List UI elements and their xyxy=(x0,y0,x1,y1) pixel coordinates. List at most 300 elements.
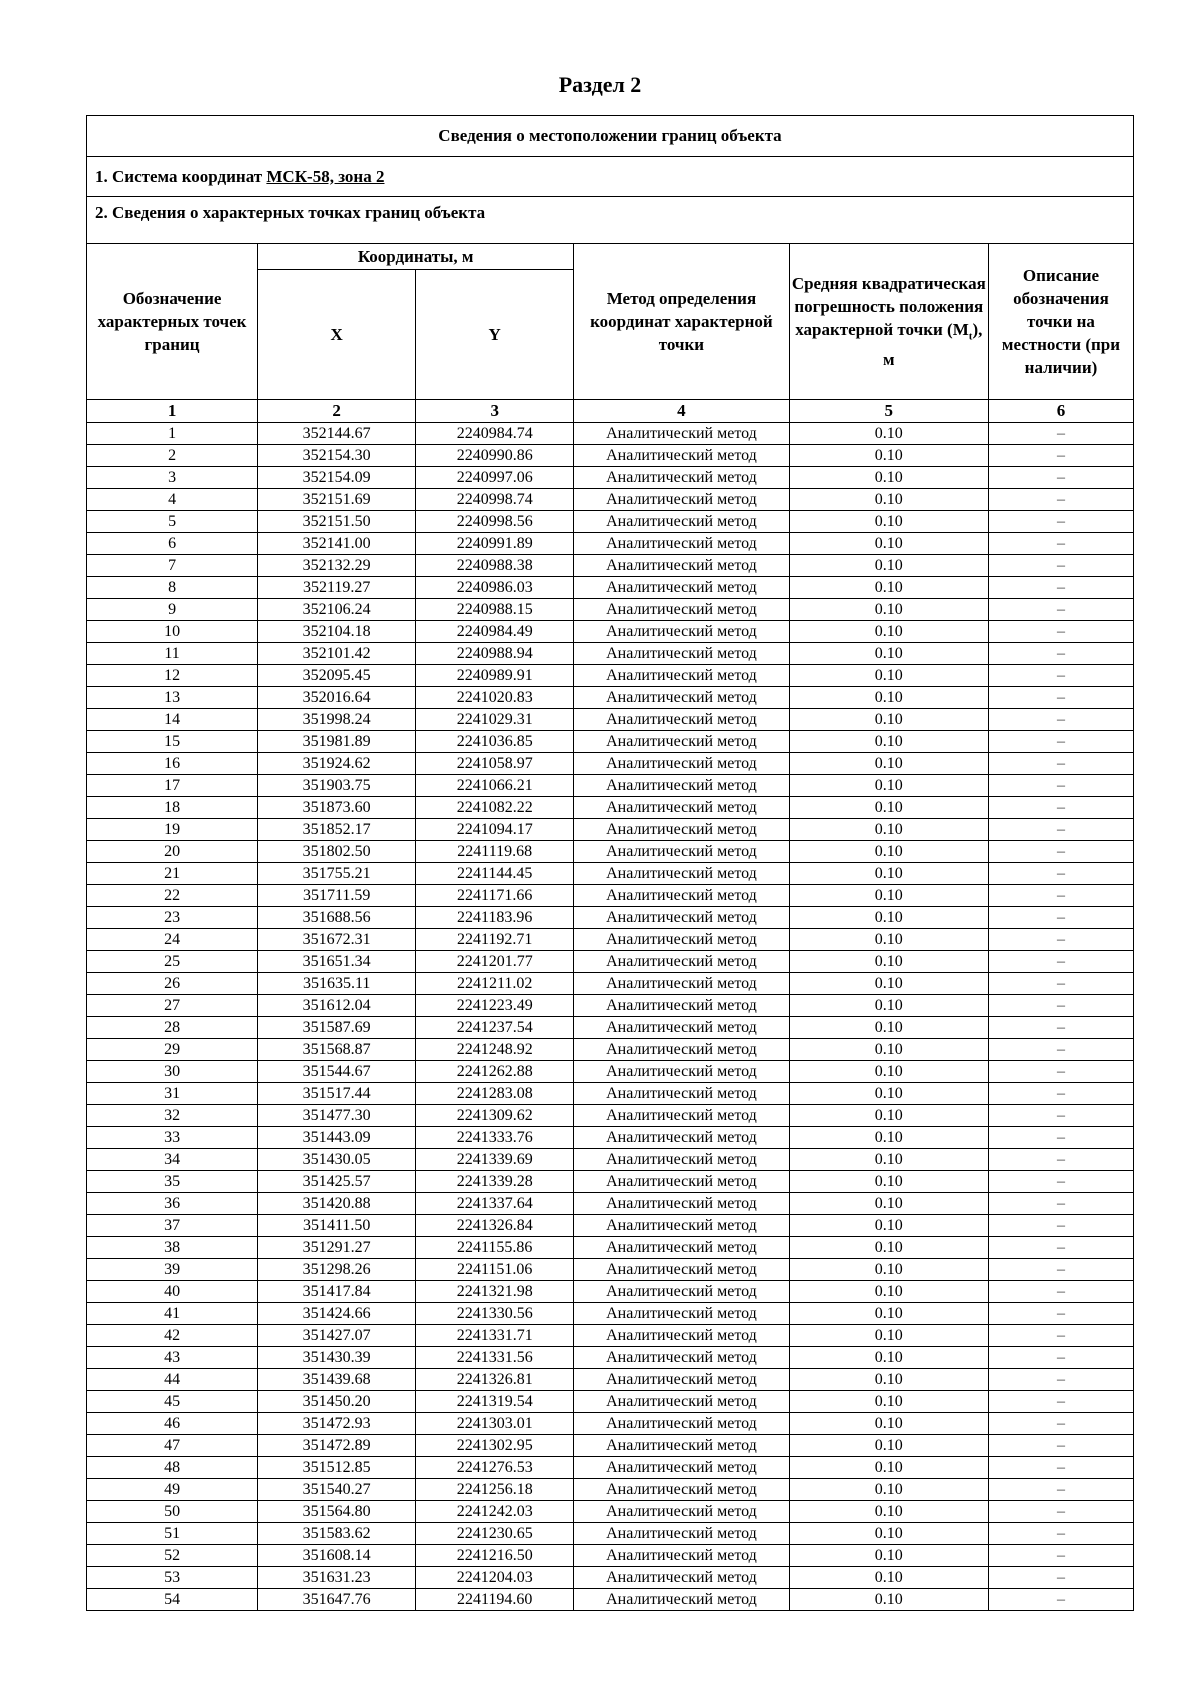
coord-y: 2241094.17 xyxy=(416,819,574,841)
error-value: 0.10 xyxy=(789,819,988,841)
coord-y: 2240998.74 xyxy=(416,489,574,511)
description: – xyxy=(988,467,1133,489)
table-row xyxy=(87,533,1134,555)
coord-y: 2241339.28 xyxy=(416,1171,574,1193)
table-row xyxy=(87,731,1134,753)
description: – xyxy=(988,1149,1133,1171)
header-error xyxy=(789,244,988,400)
table-row xyxy=(87,1523,1134,1545)
table-row xyxy=(87,687,1134,709)
header-y: Y xyxy=(416,270,574,400)
table-row xyxy=(87,1171,1134,1193)
coord-x: 352101.42 xyxy=(258,643,416,665)
coord-x: 351672.31 xyxy=(258,929,416,951)
coord-x: 351544.67 xyxy=(258,1061,416,1083)
table-row xyxy=(87,1039,1134,1061)
description: – xyxy=(988,1127,1133,1149)
table-row xyxy=(87,1105,1134,1127)
method: Аналитический метод xyxy=(574,1215,789,1237)
coord-y: 2241237.54 xyxy=(416,1017,574,1039)
coord-x: 352132.29 xyxy=(258,555,416,577)
description: – xyxy=(988,599,1133,621)
error-value: 0.10 xyxy=(789,1391,988,1413)
coord-x: 351411.50 xyxy=(258,1215,416,1237)
coord-y: 2241242.03 xyxy=(416,1501,574,1523)
coord-y: 2241283.08 xyxy=(416,1083,574,1105)
coord-x: 351631.23 xyxy=(258,1567,416,1589)
table-row xyxy=(87,1215,1134,1237)
coord-x: 351430.39 xyxy=(258,1347,416,1369)
table-row xyxy=(87,1259,1134,1281)
method: Аналитический метод xyxy=(574,1193,789,1215)
error-value: 0.10 xyxy=(789,885,988,907)
description: – xyxy=(988,1193,1133,1215)
point-number: 21 xyxy=(87,863,258,885)
method: Аналитический метод xyxy=(574,1105,789,1127)
error-value: 0.10 xyxy=(789,1281,988,1303)
coord-x: 352106.24 xyxy=(258,599,416,621)
point-number: 11 xyxy=(87,643,258,665)
error-value: 0.10 xyxy=(789,1523,988,1545)
point-number: 22 xyxy=(87,885,258,907)
coord-x: 351298.26 xyxy=(258,1259,416,1281)
description: – xyxy=(988,1545,1133,1567)
coord-x: 351540.27 xyxy=(258,1479,416,1501)
error-value: 0.10 xyxy=(789,1435,988,1457)
coord-y: 2241223.49 xyxy=(416,995,574,1017)
coord-x: 351517.44 xyxy=(258,1083,416,1105)
method: Аналитический метод xyxy=(574,423,789,445)
point-number: 31 xyxy=(87,1083,258,1105)
coord-x: 351427.07 xyxy=(258,1325,416,1347)
point-number: 37 xyxy=(87,1215,258,1237)
coord-x: 351873.60 xyxy=(258,797,416,819)
method: Аналитический метод xyxy=(574,1083,789,1105)
error-value: 0.10 xyxy=(789,841,988,863)
method: Аналитический метод xyxy=(574,885,789,907)
coord-x: 352095.45 xyxy=(258,665,416,687)
description: – xyxy=(988,1413,1133,1435)
error-value: 0.10 xyxy=(789,1149,988,1171)
point-number: 12 xyxy=(87,665,258,687)
table-row xyxy=(87,1369,1134,1391)
error-value: 0.10 xyxy=(789,555,988,577)
table-row xyxy=(87,929,1134,951)
coord-x: 351852.17 xyxy=(258,819,416,841)
coord-y: 2241331.56 xyxy=(416,1347,574,1369)
coord-y: 2241144.45 xyxy=(416,863,574,885)
coord-y: 2241331.71 xyxy=(416,1325,574,1347)
coord-y: 2241326.81 xyxy=(416,1369,574,1391)
method: Аналитический метод xyxy=(574,445,789,467)
description: – xyxy=(988,775,1133,797)
description: – xyxy=(988,1083,1133,1105)
description: – xyxy=(988,1325,1133,1347)
coord-y: 2241339.69 xyxy=(416,1149,574,1171)
coord-y: 2241248.92 xyxy=(416,1039,574,1061)
description: – xyxy=(988,489,1133,511)
method: Аналитический метод xyxy=(574,1347,789,1369)
coord-y: 2241262.88 xyxy=(416,1061,574,1083)
header-error-suffix: ), м xyxy=(883,319,983,370)
error-value: 0.10 xyxy=(789,731,988,753)
error-value: 0.10 xyxy=(789,929,988,951)
point-number: 47 xyxy=(87,1435,258,1457)
coord-x: 351439.68 xyxy=(258,1369,416,1391)
coord-y: 2241204.03 xyxy=(416,1567,574,1589)
method: Аналитический метод xyxy=(574,731,789,753)
point-number: 30 xyxy=(87,1061,258,1083)
error-value: 0.10 xyxy=(789,863,988,885)
point-number: 51 xyxy=(87,1523,258,1545)
method: Аналитический метод xyxy=(574,1545,789,1567)
error-value: 0.10 xyxy=(789,687,988,709)
error-value: 0.10 xyxy=(789,577,988,599)
description: – xyxy=(988,929,1133,951)
error-value: 0.10 xyxy=(789,533,988,555)
error-value: 0.10 xyxy=(789,467,988,489)
coord-y: 2241276.53 xyxy=(416,1457,574,1479)
error-value: 0.10 xyxy=(789,1259,988,1281)
points-heading-row xyxy=(87,197,1134,244)
description: – xyxy=(988,731,1133,753)
caption-row xyxy=(87,116,1134,157)
table-row xyxy=(87,1479,1134,1501)
coord-x: 351430.05 xyxy=(258,1149,416,1171)
point-number: 32 xyxy=(87,1105,258,1127)
header-description: Описание обозначения точки на местности (при наличии) xyxy=(988,244,1133,400)
method: Аналитический метод xyxy=(574,489,789,511)
point-number: 3 xyxy=(87,467,258,489)
coord-y: 2240991.89 xyxy=(416,533,574,555)
table-row xyxy=(87,643,1134,665)
description: – xyxy=(988,797,1133,819)
coord-x: 352154.09 xyxy=(258,467,416,489)
error-value: 0.10 xyxy=(789,1369,988,1391)
table-row xyxy=(87,753,1134,775)
error-value: 0.10 xyxy=(789,709,988,731)
description: – xyxy=(988,995,1133,1017)
point-number: 24 xyxy=(87,929,258,951)
point-number: 18 xyxy=(87,797,258,819)
table-row xyxy=(87,423,1134,445)
description: – xyxy=(988,1017,1133,1039)
description: – xyxy=(988,445,1133,467)
table-row xyxy=(87,1303,1134,1325)
coord-x: 351587.69 xyxy=(258,1017,416,1039)
coord-y: 2240986.03 xyxy=(416,577,574,599)
method: Аналитический метод xyxy=(574,1567,789,1589)
error-value: 0.10 xyxy=(789,1501,988,1523)
description: – xyxy=(988,1435,1133,1457)
method: Аналитический метод xyxy=(574,1149,789,1171)
error-value: 0.10 xyxy=(789,1303,988,1325)
error-value: 0.10 xyxy=(789,973,988,995)
method: Аналитический метод xyxy=(574,1281,789,1303)
error-value: 0.10 xyxy=(789,775,988,797)
table-row xyxy=(87,973,1134,995)
column-number: 5 xyxy=(789,400,988,423)
error-value: 0.10 xyxy=(789,489,988,511)
description: – xyxy=(988,621,1133,643)
description: – xyxy=(988,753,1133,775)
description: – xyxy=(988,1567,1133,1589)
point-number: 15 xyxy=(87,731,258,753)
error-value: 0.10 xyxy=(789,753,988,775)
table-row xyxy=(87,907,1134,929)
error-value: 0.10 xyxy=(789,1413,988,1435)
table-row xyxy=(87,709,1134,731)
point-number: 36 xyxy=(87,1193,258,1215)
coord-y: 2240989.91 xyxy=(416,665,574,687)
coord-y: 2241321.98 xyxy=(416,1281,574,1303)
point-number: 42 xyxy=(87,1325,258,1347)
description: – xyxy=(988,1479,1133,1501)
coord-x: 351420.88 xyxy=(258,1193,416,1215)
error-value: 0.10 xyxy=(789,621,988,643)
table-row xyxy=(87,1391,1134,1413)
table-row xyxy=(87,1281,1134,1303)
description: – xyxy=(988,819,1133,841)
table-row xyxy=(87,1457,1134,1479)
coord-y: 2241066.21 xyxy=(416,775,574,797)
coord-y: 2241029.31 xyxy=(416,709,574,731)
point-number: 50 xyxy=(87,1501,258,1523)
method: Аналитический метод xyxy=(574,907,789,929)
method: Аналитический метод xyxy=(574,995,789,1017)
coord-x: 351568.87 xyxy=(258,1039,416,1061)
point-number: 53 xyxy=(87,1567,258,1589)
method: Аналитический метод xyxy=(574,1325,789,1347)
method: Аналитический метод xyxy=(574,687,789,709)
coord-x: 351424.66 xyxy=(258,1303,416,1325)
method: Аналитический метод xyxy=(574,709,789,731)
method: Аналитический метод xyxy=(574,599,789,621)
error-value: 0.10 xyxy=(789,445,988,467)
column-number: 2 xyxy=(258,400,416,423)
description: – xyxy=(988,533,1133,555)
method: Аналитический метод xyxy=(574,643,789,665)
coord-x: 351711.59 xyxy=(258,885,416,907)
coord-y: 2240990.86 xyxy=(416,445,574,467)
coord-x: 351635.11 xyxy=(258,973,416,995)
error-value: 0.10 xyxy=(789,1325,988,1347)
method: Аналитический метод xyxy=(574,951,789,973)
boundary-points-table xyxy=(86,115,1134,1611)
coord-y: 2241194.60 xyxy=(416,1589,574,1611)
table-row xyxy=(87,599,1134,621)
coord-y: 2241256.18 xyxy=(416,1479,574,1501)
description: – xyxy=(988,885,1133,907)
coord-x: 351477.30 xyxy=(258,1105,416,1127)
coord-x: 352151.69 xyxy=(258,489,416,511)
point-number: 10 xyxy=(87,621,258,643)
table-row xyxy=(87,1545,1134,1567)
table-caption: Сведения о местоположении границ объекта xyxy=(87,116,1134,157)
point-number: 40 xyxy=(87,1281,258,1303)
method: Аналитический метод xyxy=(574,1303,789,1325)
coord-y: 2241302.95 xyxy=(416,1435,574,1457)
point-number: 48 xyxy=(87,1457,258,1479)
table-row xyxy=(87,467,1134,489)
coord-x: 351802.50 xyxy=(258,841,416,863)
description: – xyxy=(988,511,1133,533)
coord-y: 2241230.65 xyxy=(416,1523,574,1545)
method: Аналитический метод xyxy=(574,973,789,995)
point-number: 19 xyxy=(87,819,258,841)
table-row xyxy=(87,1237,1134,1259)
coord-y: 2241309.62 xyxy=(416,1105,574,1127)
error-value: 0.10 xyxy=(789,1457,988,1479)
description: – xyxy=(988,687,1133,709)
coord-x: 351291.27 xyxy=(258,1237,416,1259)
column-number: 1 xyxy=(87,400,258,423)
table-row xyxy=(87,1589,1134,1611)
coord-y: 2241036.85 xyxy=(416,731,574,753)
method: Аналитический метод xyxy=(574,929,789,951)
coord-system-row xyxy=(87,157,1134,197)
coord-y: 2241020.83 xyxy=(416,687,574,709)
description: – xyxy=(988,841,1133,863)
point-number: 5 xyxy=(87,511,258,533)
table-row xyxy=(87,797,1134,819)
point-number: 45 xyxy=(87,1391,258,1413)
description: – xyxy=(988,1105,1133,1127)
point-number: 34 xyxy=(87,1149,258,1171)
error-value: 0.10 xyxy=(789,1215,988,1237)
point-number: 38 xyxy=(87,1237,258,1259)
table-row xyxy=(87,1061,1134,1083)
method: Аналитический метод xyxy=(574,1479,789,1501)
point-number: 1 xyxy=(87,423,258,445)
method: Аналитический метод xyxy=(574,1413,789,1435)
table-row xyxy=(87,555,1134,577)
description: – xyxy=(988,1457,1133,1479)
point-number: 27 xyxy=(87,995,258,1017)
table-row xyxy=(87,951,1134,973)
header-row-1 xyxy=(87,244,1134,270)
description: – xyxy=(988,709,1133,731)
method: Аналитический метод xyxy=(574,1435,789,1457)
description: – xyxy=(988,907,1133,929)
point-number: 29 xyxy=(87,1039,258,1061)
method: Аналитический метод xyxy=(574,467,789,489)
table-row xyxy=(87,1347,1134,1369)
method: Аналитический метод xyxy=(574,577,789,599)
description: – xyxy=(988,1303,1133,1325)
coord-y: 2240988.38 xyxy=(416,555,574,577)
table-row xyxy=(87,1149,1134,1171)
coord-x: 351472.89 xyxy=(258,1435,416,1457)
error-value: 0.10 xyxy=(789,1017,988,1039)
error-value: 0.10 xyxy=(789,511,988,533)
header-error-prefix: Средняя квадратическая погрешность положения характерной точки (M xyxy=(791,273,986,339)
point-number: 23 xyxy=(87,907,258,929)
description: – xyxy=(988,555,1133,577)
method: Аналитический метод xyxy=(574,1127,789,1149)
method: Аналитический метод xyxy=(574,1039,789,1061)
table-row xyxy=(87,445,1134,467)
coord-x: 351647.76 xyxy=(258,1589,416,1611)
description: – xyxy=(988,973,1133,995)
table-row xyxy=(87,489,1134,511)
method: Аналитический метод xyxy=(574,1589,789,1611)
coord-x: 351425.57 xyxy=(258,1171,416,1193)
header-x: X xyxy=(258,270,416,400)
description: – xyxy=(988,1039,1133,1061)
coord-x: 351512.85 xyxy=(258,1457,416,1479)
description: – xyxy=(988,1589,1133,1611)
coord-y: 2241319.54 xyxy=(416,1391,574,1413)
error-value: 0.10 xyxy=(789,1061,988,1083)
method: Аналитический метод xyxy=(574,533,789,555)
point-number: 33 xyxy=(87,1127,258,1149)
coord-x: 352141.00 xyxy=(258,533,416,555)
error-value: 0.10 xyxy=(789,1589,988,1611)
error-value: 0.10 xyxy=(789,1237,988,1259)
method: Аналитический метод xyxy=(574,1237,789,1259)
table-row xyxy=(87,1413,1134,1435)
description: – xyxy=(988,1259,1133,1281)
table-row xyxy=(87,1567,1134,1589)
point-number: 46 xyxy=(87,1413,258,1435)
method: Аналитический метод xyxy=(574,819,789,841)
error-value: 0.10 xyxy=(789,1347,988,1369)
point-number: 8 xyxy=(87,577,258,599)
point-number: 7 xyxy=(87,555,258,577)
coord-y: 2240988.94 xyxy=(416,643,574,665)
coord-y: 2240984.49 xyxy=(416,621,574,643)
point-number: 28 xyxy=(87,1017,258,1039)
point-number: 20 xyxy=(87,841,258,863)
error-value: 0.10 xyxy=(789,599,988,621)
point-number: 43 xyxy=(87,1347,258,1369)
coord-x: 351564.80 xyxy=(258,1501,416,1523)
header-designation: Обозначение характерных точек границ xyxy=(87,244,258,400)
point-number: 35 xyxy=(87,1171,258,1193)
description: – xyxy=(988,665,1133,687)
method: Аналитический метод xyxy=(574,1457,789,1479)
error-value: 0.10 xyxy=(789,1193,988,1215)
coord-y: 2240988.15 xyxy=(416,599,574,621)
point-number: 14 xyxy=(87,709,258,731)
description: – xyxy=(988,1523,1133,1545)
coord-y: 2241326.84 xyxy=(416,1215,574,1237)
point-number: 49 xyxy=(87,1479,258,1501)
point-number: 2 xyxy=(87,445,258,467)
error-value: 0.10 xyxy=(789,1171,988,1193)
table-row xyxy=(87,863,1134,885)
table-row xyxy=(87,1435,1134,1457)
point-number: 41 xyxy=(87,1303,258,1325)
coord-x: 351981.89 xyxy=(258,731,416,753)
method: Аналитический метод xyxy=(574,863,789,885)
coord-x: 351608.14 xyxy=(258,1545,416,1567)
coord-y: 2240997.06 xyxy=(416,467,574,489)
table-row xyxy=(87,577,1134,599)
coord-x: 352104.18 xyxy=(258,621,416,643)
error-value: 0.10 xyxy=(789,995,988,1017)
error-value: 0.10 xyxy=(789,1545,988,1567)
coord-y: 2241330.56 xyxy=(416,1303,574,1325)
header-method: Метод определения координат характерной точки xyxy=(574,244,789,400)
coord-y: 2240984.74 xyxy=(416,423,574,445)
point-number: 26 xyxy=(87,973,258,995)
coord-y: 2241337.64 xyxy=(416,1193,574,1215)
coord-x: 351417.84 xyxy=(258,1281,416,1303)
point-number: 39 xyxy=(87,1259,258,1281)
method: Аналитический метод xyxy=(574,841,789,863)
